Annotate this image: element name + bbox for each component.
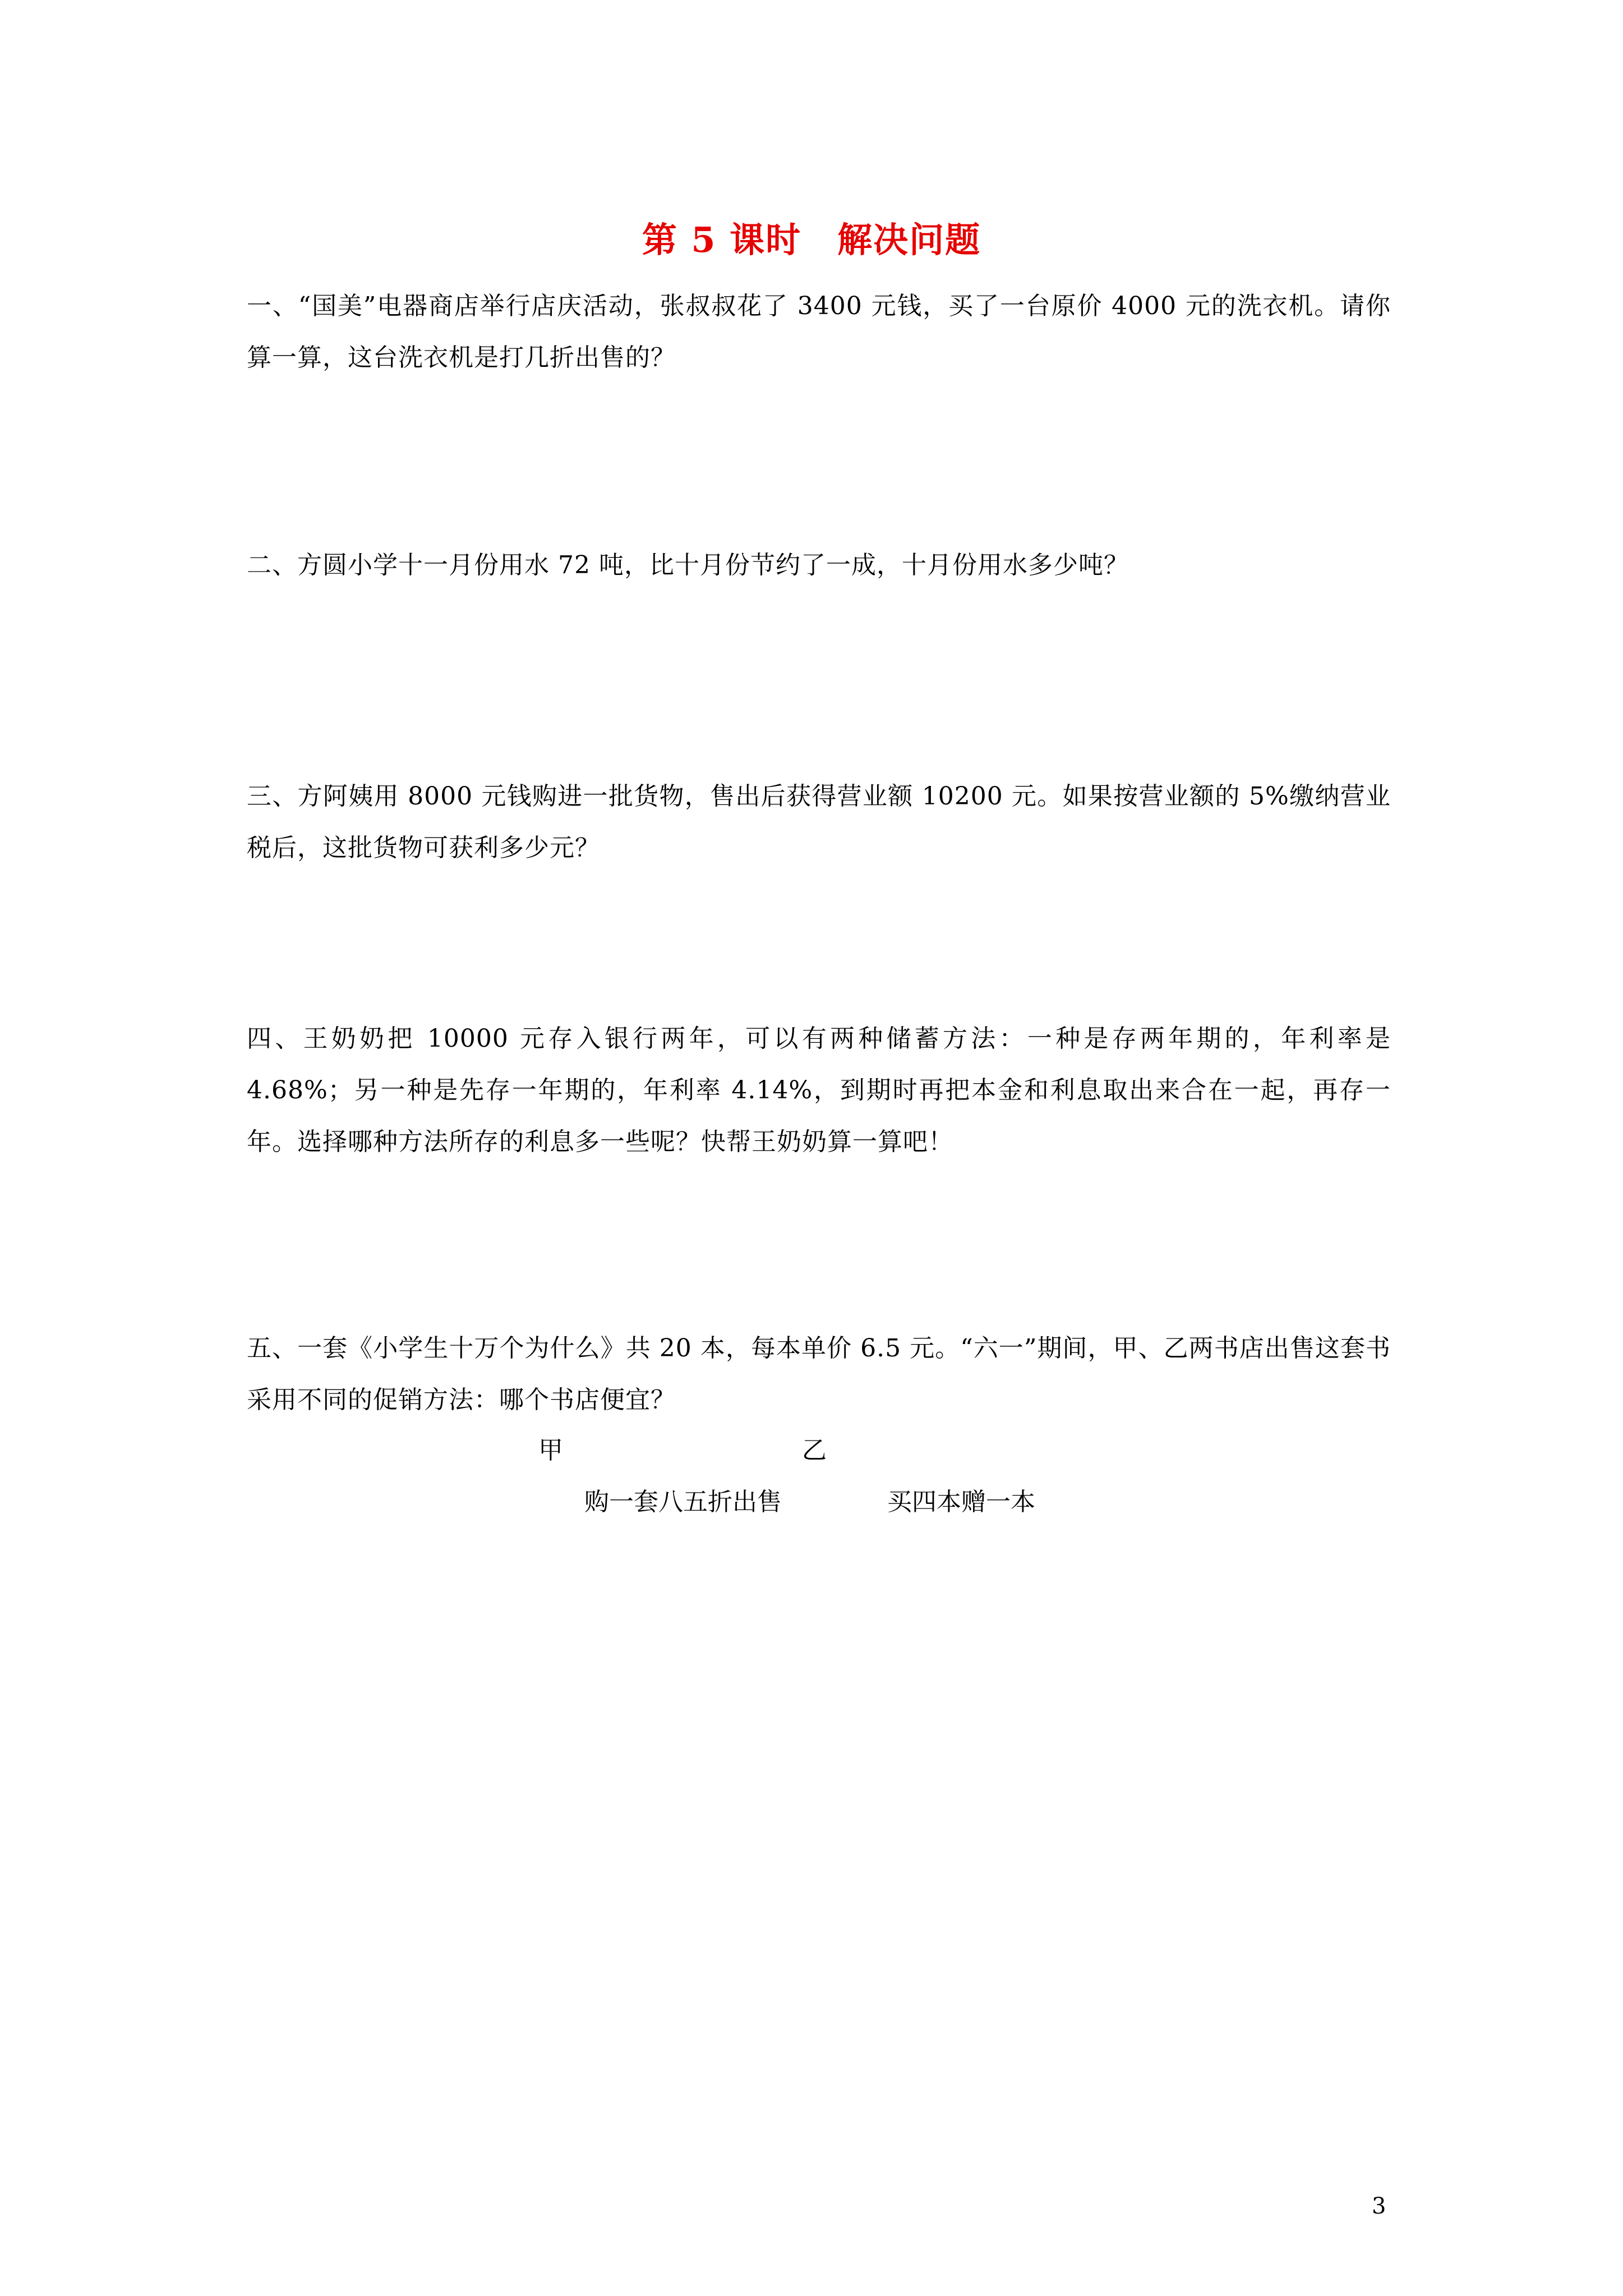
question-5: 五、一套《小学生十万个为什么》共 20 本，每本单价 6.5 元。“六一”期间，甲、乙两书店出售这套书采用不同的促销方法：哪个书店便宜？ (247, 1334, 1391, 1414)
question-1: 一、“国美”电器商店举行店庆活动，张叔叔花了 3400 元钱，买了一台原价 4000 元的洗衣机。请你算一算，这台洗衣机是打几折出售的？ (247, 292, 1391, 372)
shop-b-name: 乙 (802, 1436, 827, 1465)
page-title: 第 5 课时 解决问题 (642, 219, 981, 260)
shop-a-name: 甲 (538, 1436, 563, 1465)
page-number: 3 (1372, 2193, 1386, 2219)
question-4: 四、王奶奶把 10000 元存入银行两年，可以有两种储蓄方法：一种是存两年期的，年利率是 4.68%；另一种是先存一年期的，年利率 4.14%，到期时再把本金和利息取出来合在一起，再存一年。选择哪种方法所存的利息多一些呢？快帮王奶奶算一算吧！ (247, 1024, 1391, 1156)
shop-a-offer: 购一套八五折出售 (584, 1488, 782, 1516)
shop-b-offer: 买四本赠一本 (887, 1488, 1035, 1516)
question-3: 三、方阿姨用 8000 元钱购进一批货物，售出后获得营业额 10200 元。如果按营业额的 5%缴纳营业税后，这批货物可获利多少元？ (247, 782, 1391, 862)
question-2: 二、方圆小学十一月份用水 72 吨，比十月份节约了一成，十月份用水多少吨？ (247, 551, 1129, 579)
